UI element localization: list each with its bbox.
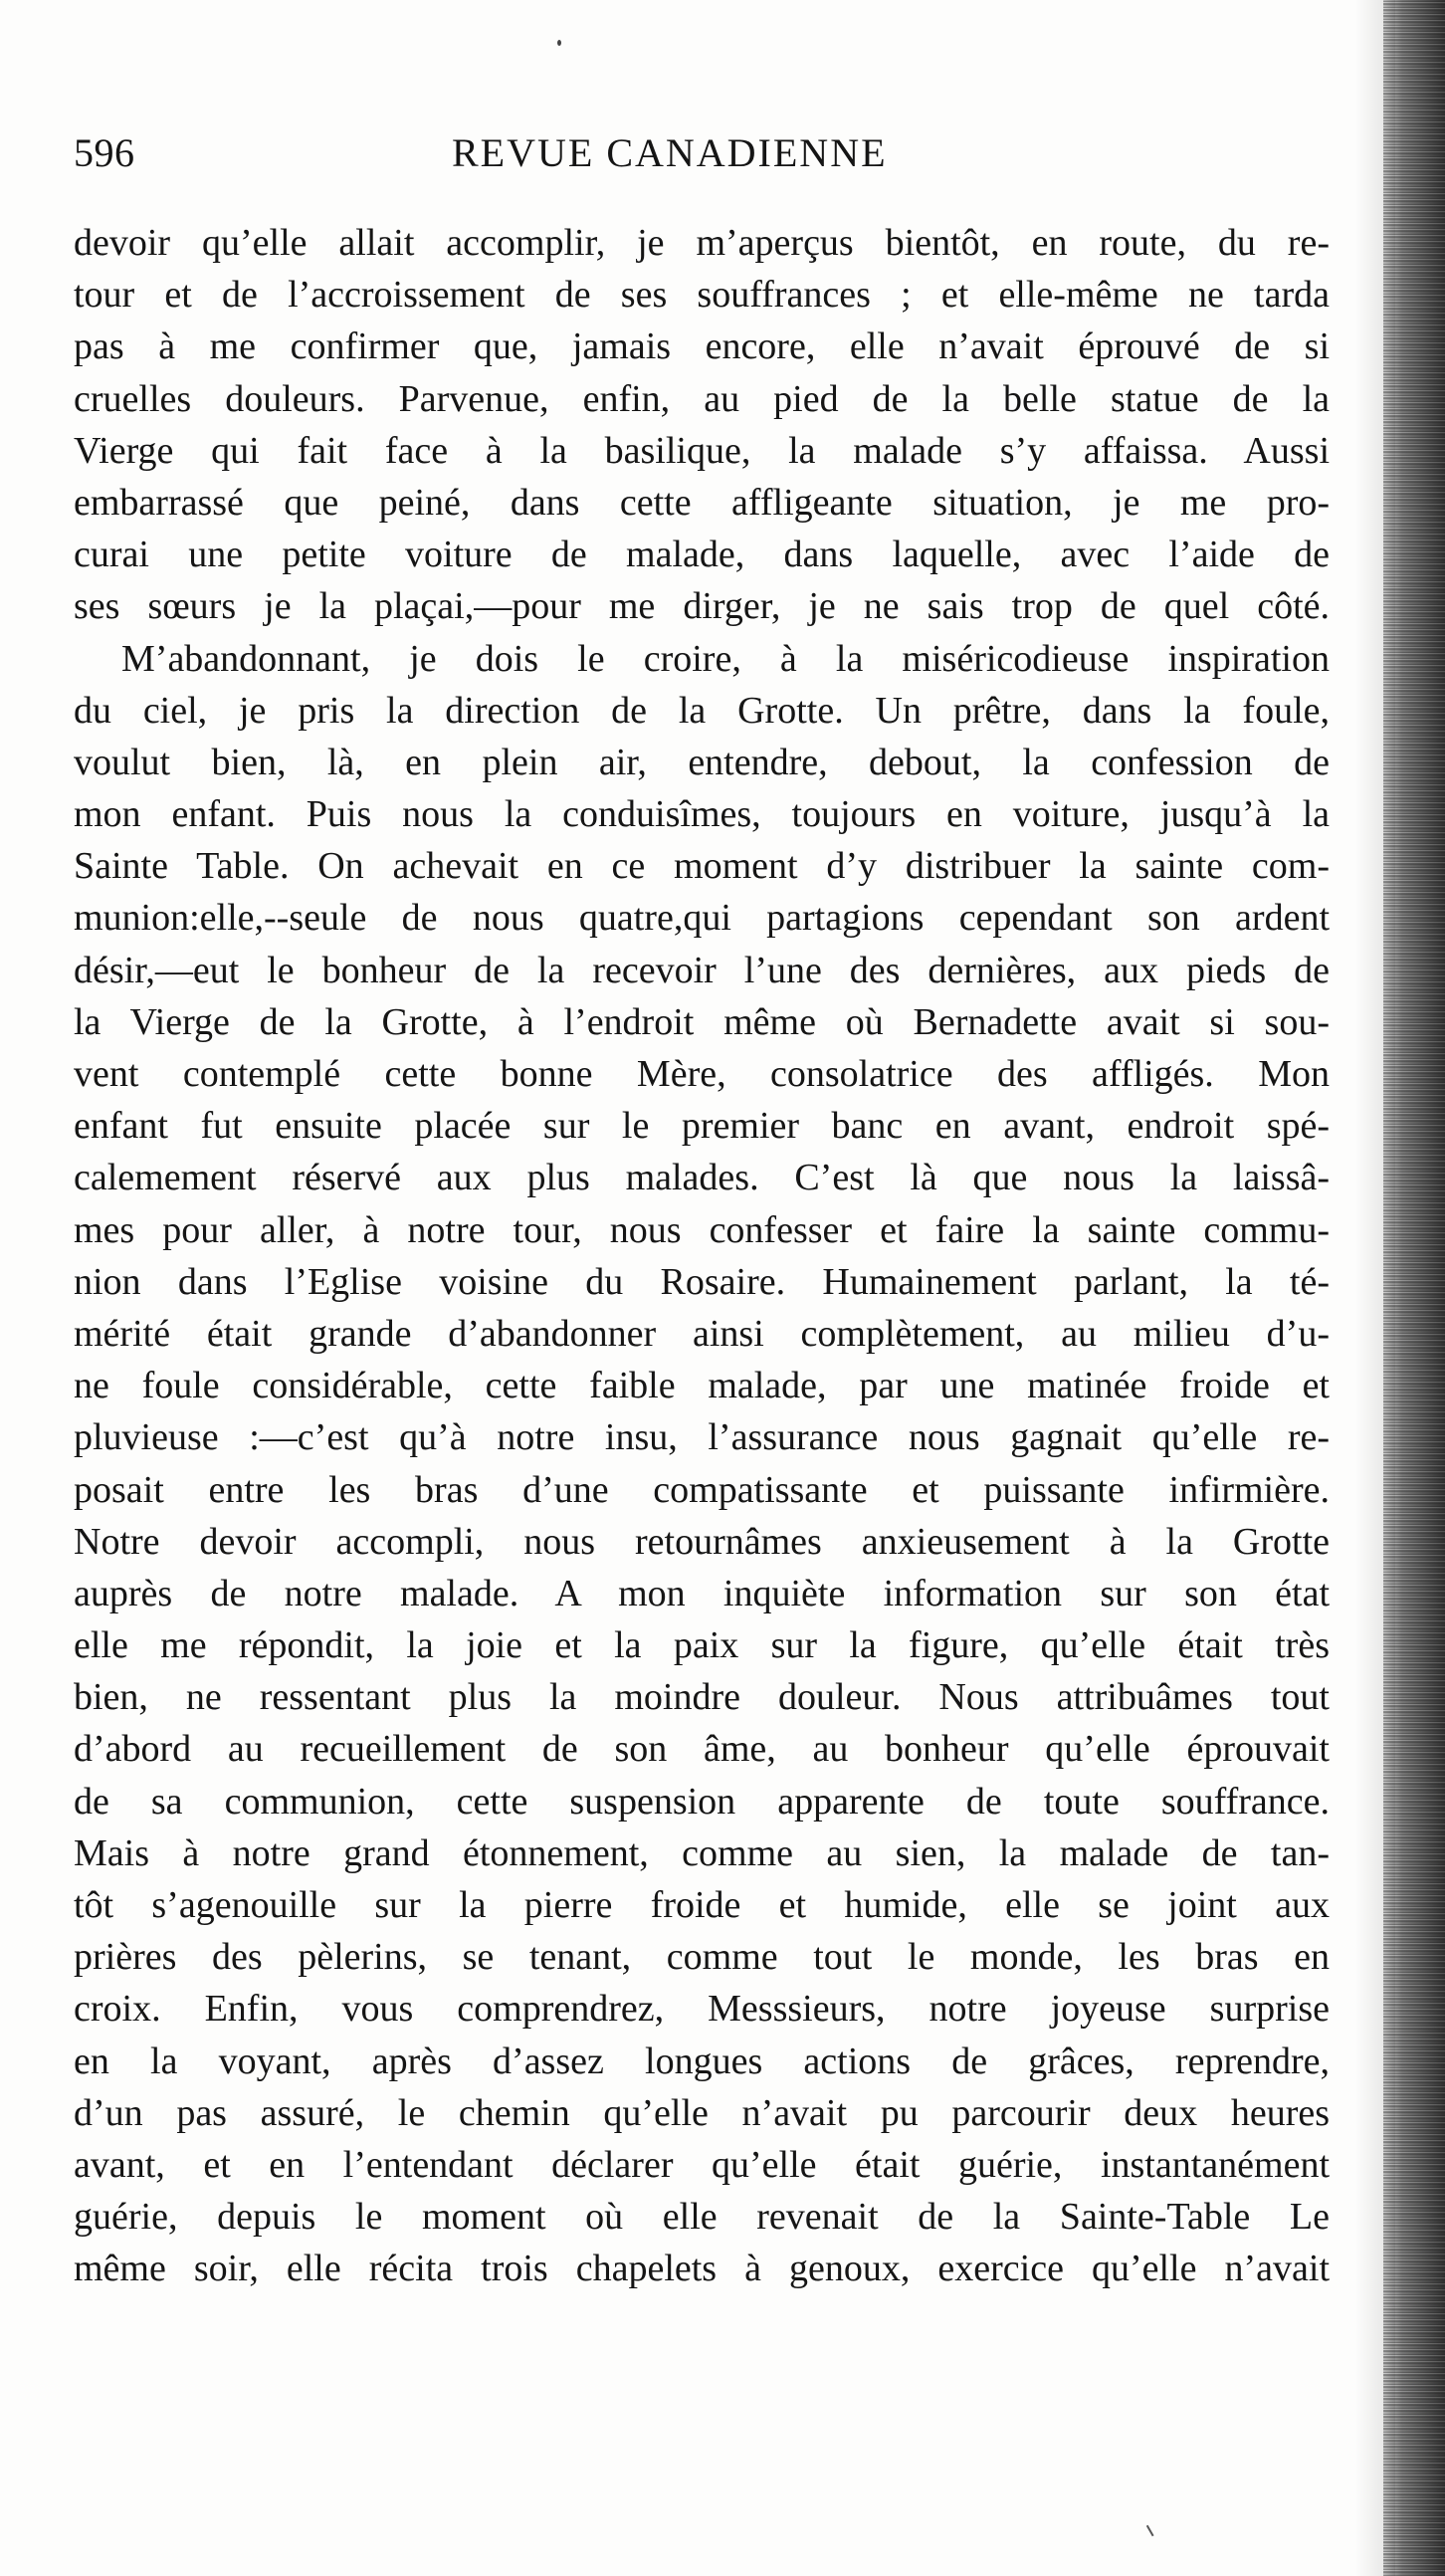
page-header (74, 129, 1330, 189)
text-line: Sainte Table. On achevait en ce moment d’y distribuer la sainte com- (74, 845, 1330, 888)
text-line: mes pour aller, à notre tour, nous confesser et faire la sainte commu- (74, 1208, 1330, 1251)
text-line: la Vierge de la Grotte, à l’endroit même où Bernadette avait si sou- (74, 1000, 1330, 1043)
text-line: munion:elle,--seule de nous quatre,qui partagions cependant son ardent (74, 897, 1330, 940)
text-line: en la voyant, après d’assez longues actions de grâces, reprendre, (74, 2039, 1330, 2082)
text-line: ne foule considérable, cette faible malade, par une matinée froide et (74, 1365, 1330, 1407)
text-line: pas à me confirmer que, jamais encore, elle n’avait éprouvé de si (74, 325, 1330, 368)
text-line: mon enfant. Puis nous la conduisîmes, toujours en voiture, jusqu’à la (74, 793, 1330, 836)
text-line: nion dans l’Eglise voisine du Rosaire. Humainement parlant, la té- (74, 1260, 1330, 1303)
text-line: du ciel, je pris la direction de la Grotte. Un prêtre, dans la foule, (74, 689, 1330, 732)
text-line: enfant fut ensuite placée sur le premier banc en avant, endroit spé- (74, 1105, 1330, 1148)
body-text (74, 217, 1330, 2295)
text-line: désir,—eut le bonheur de la recevoir l’une des dernières, aux pieds de (74, 949, 1330, 991)
text-line: tôt s’agenouille sur la pierre froide et humide, elle se joint aux (74, 1884, 1330, 1926)
text-line: prières des pèlerins, se tenant, comme tout le monde, les bras en (74, 1936, 1330, 1979)
text-line: curai une petite voiture de malade, dans laquelle, avec l’aide de (74, 534, 1330, 576)
text-line: elle me répondit, la joie et la paix sur la figure, qu’elle était très (74, 1624, 1330, 1667)
text-line: d’un pas assuré, le chemin qu’elle n’avait pu parcourir deux heures (74, 2091, 1330, 2134)
text-line: mérité était grande d’abandonner ainsi complètement, au milieu d’u- (74, 1312, 1330, 1355)
text-line: Mais à notre grand étonnement, comme au sien, la malade de tan- (74, 1831, 1330, 1874)
text-line: de sa communion, cette suspension apparente de toute souffrance. (74, 1780, 1330, 1823)
paragraph-first-line: M’abandonnant, je dois le croire, à la miséricodieuse inspiration (121, 637, 1330, 680)
ink-speck (557, 40, 561, 46)
scan-edge (1383, 0, 1445, 2576)
text-line: calemement réservé aux plus malades. C’est là que nous la laissâ- (74, 1157, 1330, 1199)
text-line: vent contemplé cette bonne Mère, consolatrice des affligés. Mon (74, 1053, 1330, 1095)
page-number: 596 (74, 130, 135, 175)
text-line: même soir, elle récita trois chapelets à genoux, exercice qu’elle n’avait (74, 2248, 1330, 2290)
text-line: Vierge qui fait face à la basilique, la malade s’y affaissa. Aussi (74, 429, 1330, 472)
text-line: auprès de notre malade. A mon inquiète information sur son état (74, 1572, 1330, 1614)
text-line: embarrassé que peiné, dans cette affligeante situation, je me pro- (74, 481, 1330, 524)
text-line: croix. Enfin, vous comprendrez, Messsieurs, notre joyeuse surprise (74, 1988, 1330, 2031)
text-line: avant, et en l’entendant déclarer qu’elle était guérie, instantanément (74, 2143, 1330, 2186)
text-line: devoir qu’elle allait accomplir, je m’aperçus bientôt, en route, du re- (74, 222, 1330, 264)
text-line: d’abord au recueillement de son âme, au bonheur qu’elle éprouvait (74, 1728, 1330, 1771)
running-title: REVUE CANADIENNE (452, 130, 888, 175)
text-line: Notre devoir accompli, nous retournâmes anxieusement à la Grotte (74, 1520, 1330, 1563)
text-line: ses sœurs je la plaçai,—pour me dirger, je ne sais trop de quel côté. (74, 585, 1330, 628)
text-line: cruelles douleurs. Parvenue, enfin, au pied de la belle statue de la (74, 377, 1330, 420)
text-line: pluvieuse :—c’est qu’à notre insu, l’assurance nous gagnait qu’elle re- (74, 1416, 1330, 1459)
ink-mark (1146, 2520, 1162, 2536)
text-line: guérie, depuis le moment où elle revenait de la Sainte-Table Le (74, 2196, 1330, 2239)
text-line: tour et de l’accroissement de ses souffrances ; et elle-même ne tarda (74, 274, 1330, 317)
text-line: posait entre les bras d’une compatissante et puissante infirmière. (74, 1468, 1330, 1511)
text-line: voulut bien, là, en plein air, entendre, debout, la confession de (74, 741, 1330, 783)
text-line: bien, ne ressentant plus la moindre douleur. Nous attribuâmes tout (74, 1676, 1330, 1719)
